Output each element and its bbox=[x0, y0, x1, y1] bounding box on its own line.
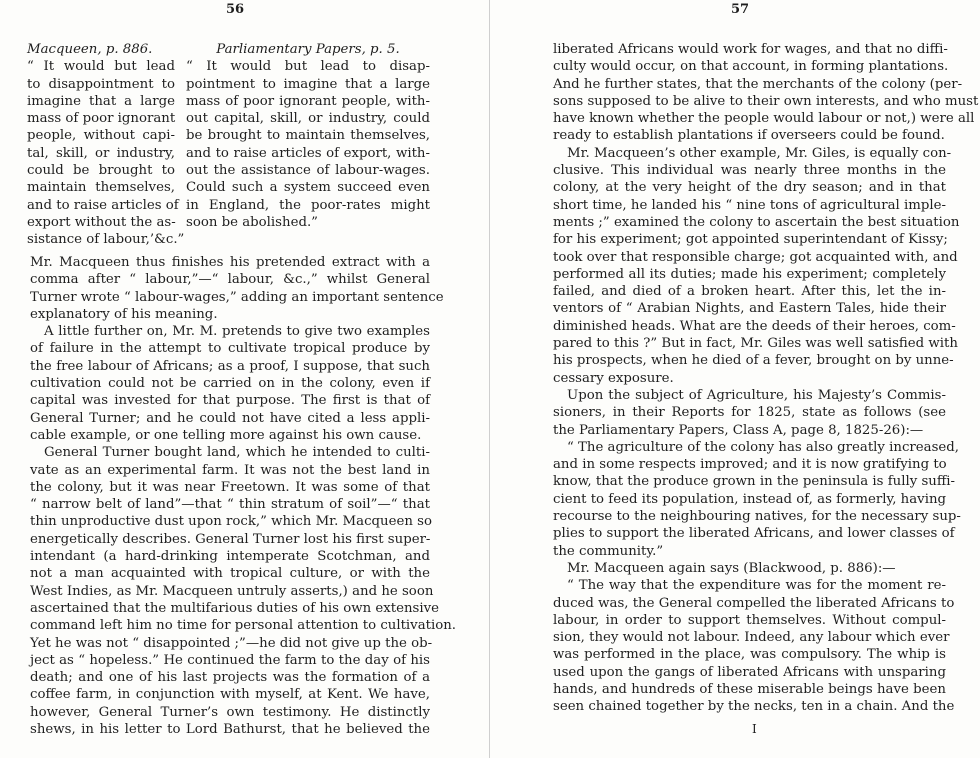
text-line: “ It would but lead bbox=[27, 59, 175, 75]
text-line: Mr. Macqueen again says (Blackwood, p. 886):— bbox=[567, 560, 896, 576]
text-line: out capital, skill, or industry, could bbox=[186, 111, 430, 127]
text-line: cable example, or one telling more against his own cause. bbox=[30, 427, 422, 443]
text-line: pointment to imagine that a large bbox=[186, 76, 430, 92]
text-line: clusive. This individual was nearly three months in the bbox=[553, 163, 946, 179]
right-body-text bbox=[553, 41, 979, 716]
text-line: the community.” bbox=[553, 543, 664, 559]
text-line: have known whether the people would labour or not,) were all bbox=[553, 111, 975, 127]
text-line: to disappointment to bbox=[27, 76, 175, 92]
text-line: used upon the gangs of liberated Africans with unsparing bbox=[553, 664, 946, 680]
text-line: capital was invested for that purpose. The first is that of bbox=[30, 393, 430, 409]
text-line: took over that responsible charge; got acquainted with, and bbox=[553, 249, 958, 265]
text-line: sion, they would not labour. Indeed, any labour which ever bbox=[553, 630, 950, 646]
text-line: be brought to maintain themselves, bbox=[186, 128, 430, 144]
text-line: Upon the subject of Agriculture, his Majesty’s Commis- bbox=[567, 387, 946, 403]
text-line: “ The agriculture of the colony has also greatly increased, bbox=[567, 439, 960, 455]
text-line: soon be abolished.” bbox=[186, 214, 318, 230]
text-line: performed all its duties; made his experiment; completely bbox=[553, 266, 946, 282]
page-number: 56 bbox=[225, 2, 245, 17]
text-line: culty would occur, on that account, in forming plantations. bbox=[553, 59, 949, 75]
text-line: people, without capi- bbox=[27, 128, 175, 144]
text-line: pared to this ?” But in fact, Mr. Giles was well satisfied with bbox=[553, 336, 958, 352]
text-line: West Indies, as Mr. Macqueen untruly asserts,) and he soon bbox=[30, 583, 434, 599]
text-line: vate as an experimental farm. It was not the best land in bbox=[30, 462, 430, 478]
text-line: sistance of labour,’&c.” bbox=[27, 232, 185, 248]
text-line: comma after “ labour,”—“ labour, &c.,” whilst General bbox=[30, 272, 430, 288]
text-line: mass of poor ignorant bbox=[27, 111, 176, 127]
text-line: ascertained that the multifarious duties of his own extensive bbox=[30, 600, 440, 616]
text-line: ventors of “ Arabian Nights, and Eastern Tales, hide their bbox=[553, 301, 946, 317]
right-page bbox=[490, 0, 980, 758]
text-line: imagine that a large bbox=[27, 93, 175, 109]
text-line: his prospects, when he died of a fever, brought on by unne- bbox=[553, 353, 954, 369]
text-line: and in some respects improved; and it is now gratifying to bbox=[553, 457, 947, 473]
text-line: sioners, in their Reports for 1825, state as follows (see bbox=[553, 405, 946, 421]
text-line: recourse to the neighbouring natives, for the necessary sup- bbox=[553, 509, 961, 525]
text-line: ready to establish plantations if overseers could be found. bbox=[553, 128, 945, 144]
text-line: the colony, but it was near Freetown. It was some of that bbox=[30, 479, 430, 495]
text-line: cessary exposure. bbox=[553, 370, 674, 386]
column-heading: Parliamentary Papers, p. 5. bbox=[216, 42, 400, 57]
text-line: intendant (a hard-drinking intemperate Scotchman, and bbox=[30, 549, 430, 565]
text-line: the free labour of Africans; as a proof, I suppose, that such bbox=[30, 358, 430, 374]
text-line: sons supposed to be alive to their own interests, and who must bbox=[553, 93, 979, 109]
text-line: and to raise articles of bbox=[27, 197, 179, 213]
text-line: for his experiment; got appointed superintendant of Kissy; bbox=[553, 232, 948, 248]
text-line: Yet he was not “ disappointed ;”—he did not give up the ob- bbox=[30, 635, 433, 651]
folio-mark: I bbox=[752, 722, 757, 736]
text-line: short time, he landed his “ nine tons of agricultural imple- bbox=[553, 197, 946, 213]
text-line: General Turner bought land, which he intended to culti- bbox=[44, 445, 430, 461]
text-line: cultivation could not be carried on in the colony, even if bbox=[30, 376, 430, 392]
page-number: 57 bbox=[730, 2, 750, 17]
text-line: Mr. Macqueen’s other example, Mr. Giles, is equally con- bbox=[567, 145, 952, 161]
text-line: ject as “ hopeless.” He continued the farm to the day of his bbox=[30, 652, 430, 668]
text-line: seen chained together by the necks, ten in a chain. And the bbox=[553, 699, 955, 715]
text-line: “ It would but lead to disap- bbox=[186, 59, 430, 75]
text-line: death; and one of his last projects was the formation of a bbox=[30, 670, 430, 686]
parliamentary-quote-column bbox=[186, 41, 430, 231]
text-line: out the assistance of labour-wages. bbox=[186, 163, 430, 179]
text-line: cient to feed its population, instead of, as formerly, having bbox=[553, 491, 947, 507]
text-line: of failure in the attempt to cultivate tropical produce by bbox=[30, 341, 430, 357]
text-line: Mr. Macqueen thus finishes his pretended extract with a bbox=[30, 255, 430, 270]
text-line: maintain themselves, bbox=[27, 180, 175, 196]
text-line: “ The way that the expenditure was for the moment re- bbox=[567, 578, 946, 594]
text-line: And he further states, that the merchants of the colony (per- bbox=[553, 76, 963, 92]
text-line: Turner wrote “ labour-wages,” adding an important sentence bbox=[30, 289, 444, 305]
text-line: export without the as- bbox=[27, 214, 176, 230]
text-line: colony, at the very height of the dry season; and in that bbox=[553, 180, 946, 196]
text-line: energetically describes. General Turner lost his first super- bbox=[30, 531, 431, 547]
text-line: A little further on, Mr. M. pretends to give two examples bbox=[44, 324, 430, 340]
text-line: liberated Africans would work for wages, and that no diffi- bbox=[553, 42, 948, 57]
text-line: and to raise articles of export, with- bbox=[186, 145, 430, 161]
text-line: however, General Turner’s own testimony. He distinctly bbox=[30, 704, 430, 720]
text-line: not a man acquainted with tropical culture, or with the bbox=[30, 566, 430, 582]
text-line: mass of poor ignorant people, with- bbox=[186, 93, 430, 109]
text-line: hands, and hundreds of these miserable beings have been bbox=[553, 681, 946, 697]
text-line: Could such a system succeed even bbox=[186, 180, 430, 196]
text-line: coffee farm, in conjunction with myself, at Kent. We have, bbox=[30, 687, 430, 703]
text-line: command left him no time for personal attention to cultivation. bbox=[30, 618, 457, 634]
text-line: know, that the produce grown in the peninsula is fully suffi- bbox=[553, 474, 956, 490]
text-line: thin unproductive dust upon rock,” which Mr. Macqueen so bbox=[30, 514, 432, 530]
text-line: labour, in order to support themselves. Without compul- bbox=[553, 612, 946, 628]
text-line: failed, and died of a broken heart. After this, let the in- bbox=[553, 284, 946, 300]
text-line: plies to support the liberated Africans, and lower classes of bbox=[553, 526, 955, 542]
text-line: shews, in his letter to Lord Bathurst, that he believed the bbox=[30, 722, 430, 738]
text-line: the Parliamentary Papers, Class A, page 8, 1825-26):— bbox=[553, 422, 924, 438]
left-body-text bbox=[30, 254, 457, 738]
text-line: tal, skill, or industry, bbox=[27, 145, 175, 161]
text-line: was performed in the place, was compulsory. The whip is bbox=[553, 647, 946, 663]
macqueen-quote-column bbox=[27, 41, 185, 249]
text-line: ments ;” examined the colony to ascertain the best situation bbox=[553, 214, 960, 230]
text-line: explanatory of his meaning. bbox=[30, 306, 218, 322]
text-line: “ narrow belt of land”—that “ thin stratum of soil”—“ that bbox=[30, 497, 430, 513]
text-line: could be brought to bbox=[27, 163, 175, 179]
text-line: diminished heads. What are the deeds of their heroes, com- bbox=[553, 318, 956, 334]
text-line: duced was, the General compelled the liberated Africans to bbox=[553, 595, 955, 611]
text-line: General Turner; and he could not have cited a less appli- bbox=[30, 410, 430, 426]
text-line: in England, the poor-rates might bbox=[186, 197, 430, 213]
column-heading: Macqueen, p. 886. bbox=[27, 42, 153, 57]
